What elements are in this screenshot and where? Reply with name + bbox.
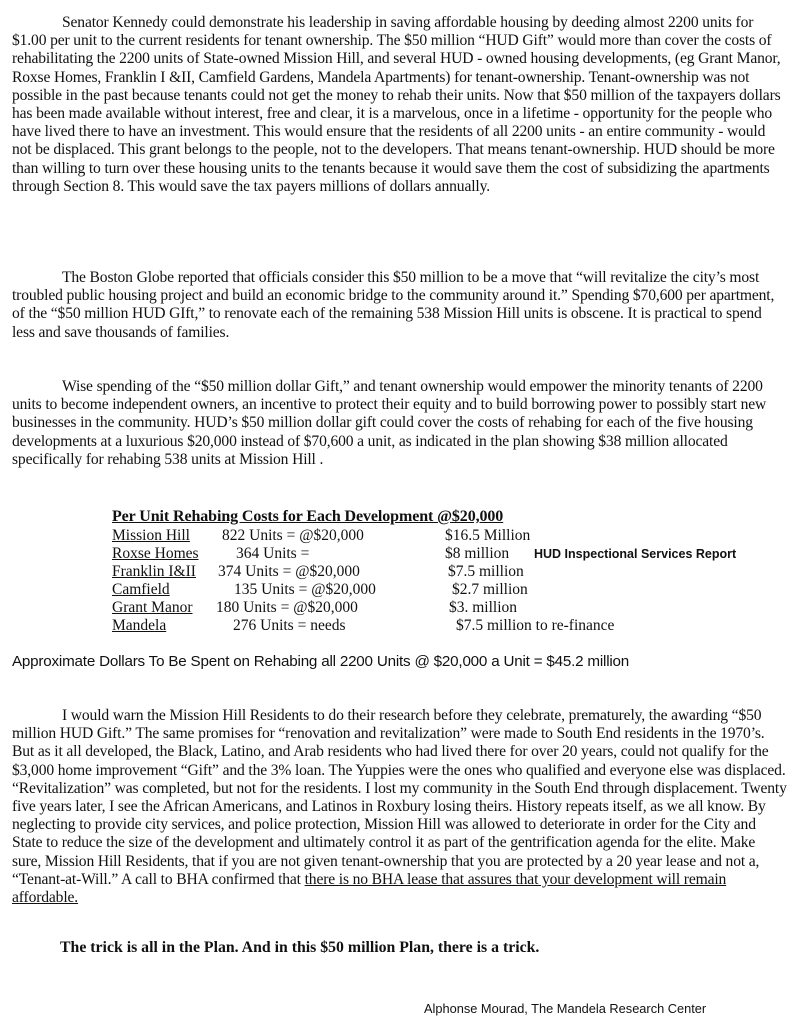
development-name: Camfield	[112, 581, 170, 598]
table-row	[112, 599, 792, 617]
rehab-cost: $8 million	[445, 545, 510, 562]
unit-count: 374 Units = @$20,000	[218, 563, 360, 580]
unit-count: 364 Units =	[236, 545, 310, 562]
development-name: Franklin I&II	[112, 563, 196, 580]
signature: Alphonse Mourad, The Mandela Research Center	[424, 1001, 707, 1016]
rehab-cost: $2.7 million	[452, 581, 528, 598]
rehab-cost: $7.5 million to re-finance	[456, 617, 615, 634]
development-name: Mandela	[112, 617, 167, 634]
table-row	[112, 563, 792, 581]
table-title: Per Unit Rehabing Costs for Each Development @$20,000	[112, 508, 504, 525]
paragraph-kennedy: Senator Kennedy could demonstrate his leadership in saving affordable housing by deeding almost 2200 units for $1.00 per unit to the current residents for tenant ownership. The $50 million “HUD Gift” would more than cover the costs of rehabilitating the 2200 units of State-owned Mission Hill, and several HUD - owned housing developments, (eg Grant Manor, Roxse Homes, Franklin I &II, Camfield Gardens, Mandela Apartments) for tenant-ownership. Tenant-ownership was not possible in the past because tenants could not get the money to rehab their units. Now that $50 million of the taxpayers dollars has been made available without interest, free and clear, it is a marvelous, once in a lifetime - opportunity for the people who have lived there to have an investment. This would ensure that the residents of all 2200 units - an entire community - would not be displaced. This grant belongs to the people, not to the developers. That means tenant-ownership. HUD should be more than willing to turn over these housing units to the tenants because it would save them the cost of subsidizing the apartments through Section 8. This would save the tax payers millions of dollars annually.	[12, 14, 781, 195]
paragraph-wise-spending: Wise spending of the “$50 million dollar Gift,” and tenant ownership would empower the minority tenants of 2200 units to become independent owners, an incentive to protect their equity and to build borrowing power to possibly start new businesses in the community. HUD’s $50 million dollar gift could cover the costs of rehabing for each of the five housing developments at a luxurious $20,000 instead of $70,600 a unit, as indicated in the plan showing $38 million allocated specifically for rehabing 538 units at Mission Hill .	[12, 378, 767, 468]
rehab-cost: $7.5 million	[448, 563, 524, 580]
development-name: Mission Hill	[112, 527, 190, 544]
development-name: Roxse Homes	[112, 545, 199, 562]
rehab-cost: $3. million	[449, 599, 518, 616]
closing-statement: The trick is all in the Plan. And in this $50 million Plan, there is a trick.	[60, 939, 540, 956]
warning-text: I would warn the Mission Hill Residents to do their research before they celebrate, prematurely, the awarding “$50 million HUD Gift.” The same promises for “renovation and revitalization” were made to South End residents in the 1970’s. But as it all developed, the Black, Latino, and Arab residents who had lived there for over 20 years, could not qualify for the $3,000 home improvement “Gift” and the 3% loan. The Yuppies were the ones who qualified and everyone else was displaced. “Revitalization” was completed, but not for the residents. I lost my community in the South End through displacement. Twenty five years later, I see the African Americans, and Latinos in Roxbury losing theirs. History repeats itself, as we all know. By neglecting to provide city services, and police protection, Mission Hill was allowed to deteriorate in order for the City and State to reduce the size of the development and ultimately control it as part of the gentrification agenda for the elite. Make sure, Mission Hill Residents, that if you are not given tenant-ownership that you are protected by a 20 year lease and not a, “Tenant-at-Will.” A call to BHA confirmed that	[12, 707, 787, 888]
paragraph-boston-globe: The Boston Globe reported that officials consider this $50 million to be a move that “will revitalize the city’s most troubled public housing project and build an economic bridge to the community around it.” Spending $70,600 per apartment, of the “$50 million HUD GIft,” to renovate each of the remaining 538 Mission Hill units is obscene. It is practical to spend less and save thousands of families.	[12, 269, 775, 341]
bha-lease-statement: there is no BHA lease that assures that your development will remain affordable.	[12, 870, 727, 907]
unit-count: 180 Units = @$20,000	[216, 599, 358, 616]
table-row	[112, 617, 792, 635]
unit-count: 822 Units = @$20,000	[222, 527, 364, 544]
rehab-cost: $16.5 Million	[445, 527, 531, 544]
unit-count: 276 Units = needs	[233, 617, 346, 634]
approximate-total: Approximate Dollars To Be Spent on Rehabing all 2200 Units @ $20,000 a Unit = $45.2 million	[12, 653, 630, 670]
development-name: Grant Manor	[112, 599, 193, 616]
table-row	[112, 545, 792, 563]
source-note: HUD Inspectional Services Report	[534, 547, 737, 561]
table-row	[112, 581, 792, 599]
table-row	[112, 527, 792, 545]
unit-count: 135 Units = @$20,000	[234, 581, 376, 598]
paragraph-warning	[12, 707, 788, 907]
